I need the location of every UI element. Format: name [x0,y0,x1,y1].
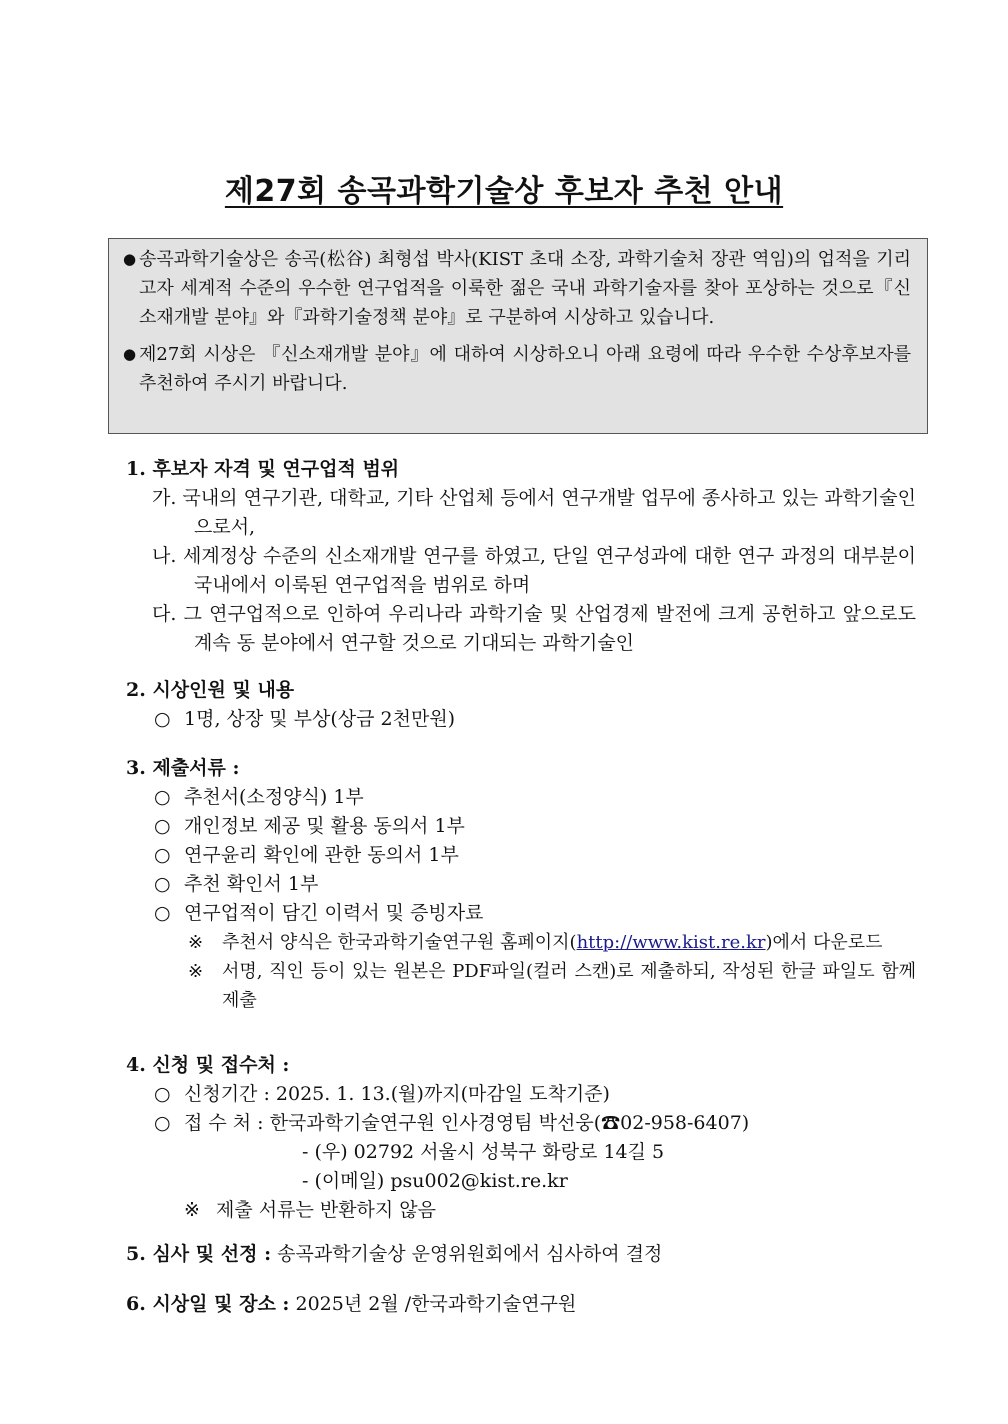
section-heading: 5. 심사 및 선정 : [126,1243,272,1265]
list-item-text: 개인정보 제공 및 활용 동의서 1부 [184,815,465,837]
section-heading: 2. 시상인원 및 내용 [126,679,295,701]
list-item [126,705,916,734]
section-heading: 6. 시상일 및 장소 : [126,1293,290,1315]
note-item [126,928,916,957]
bullet-icon: ● [123,345,137,363]
note-text: )에서 다운로드 [765,932,883,953]
section-ceremony [126,1290,916,1319]
circle-bullet-icon: ○ [154,902,171,924]
list-item-text: 연구윤리 확인에 관한 동의서 1부 [184,844,459,866]
address-line: - (우) 02792 서울시 성북구 화랑로 14길 5 [302,1141,665,1163]
list-item-text: 연구업적이 담긴 이력서 및 증빙자료 [184,902,484,924]
section-heading: 1. 후보자 자격 및 연구업적 범위 [126,458,400,480]
list-item-text: 추천 확인서 1부 [184,873,319,895]
circle-bullet-icon: ○ [154,873,171,895]
bullet-icon: ● [123,250,137,268]
kist-homepage-link[interactable]: http://www.kist.re.kr [576,932,766,953]
field-value: 2025. 1. 13.(월)까지(마감일 도착기준) [275,1083,610,1105]
intro-bullet-text: 제27회 시상은 『신소재개발 분야』에 대하여 시상하오니 아래 요령에 따라 우수한 수상후보자를 추천하여 주시기 바랍니다. [139,344,911,394]
intro-box [108,238,928,434]
note-text: 서명, 직인 등이 있는 원본은 PDF파일(컬러 스캔)로 제출하되, 작성된 한글 파일도 함께 제출 [222,961,916,1011]
section-documents [126,754,916,1015]
list-item [126,841,916,870]
note-mark-icon: ※ [188,961,204,982]
field-label: 신청기간 : [184,1083,270,1105]
intro-bullet-2 [123,340,911,398]
note-text: 추천서 양식은 한국과학기술연구원 홈페이지( [222,932,577,953]
note-mark-icon: ※ [184,1199,200,1221]
note-text: 제출 서류는 반환하지 않음 [216,1199,437,1221]
field-label: 접 수 처 : [184,1112,264,1134]
intro-bullet-text: 송곡과학기술상은 송곡(松谷) 최형섭 박사(KIST 초대 소장, 과학기술처 장관 역임)의 업적을 기리고자 세계적 수준의 우수한 연구업적을 이룩한 젊은 국내 과학기술자를 찾아 포상하는 것으로『신소재개발 분야』와『과학기술정책 분야』로 구분하여 시상하고 있습니다. [139,249,911,328]
note-item [126,1196,916,1225]
circle-bullet-icon: ○ [154,1112,171,1134]
email-line: - (이메일) psu002@kist.re.kr [302,1170,568,1192]
section-review [126,1240,916,1269]
note-item [126,957,916,1015]
list-item: 가. 국내의 연구기관, 대학교, 기타 산업체 등에서 연구개발 업무에 종사하고 있는 과학기술인으로서, [152,487,916,538]
application-office-row [126,1109,916,1138]
list-item: 다. 그 연구업적으로 인하여 우리나라 과학기술 및 산업경제 발전에 크게 공헌하고 앞으로도 계속 동 분야에서 연구할 것으로 기대되는 과학기술인 [152,603,916,654]
section-heading: 4. 신청 및 접수처 : [126,1054,290,1076]
section-heading: 3. 제출서류 : [126,757,240,779]
section-text: 2025년 2월 /한국과학기술연구원 [295,1293,577,1315]
section-application [126,1051,916,1225]
list-item: 나. 세계정상 수준의 신소재개발 연구를 하였고, 단일 연구성과에 대한 연구 과정의 대부분이 국내에서 이룩된 연구업적을 범위로 하며 [152,545,916,596]
section-eligibility [126,455,916,658]
list-item [126,870,916,899]
circle-bullet-icon: ○ [154,1083,171,1105]
field-value: 한국과학기술연구원 인사경영팀 박선웅(☎02-958-6407) [269,1112,750,1134]
intro-bullet-1 [123,245,911,332]
circle-bullet-icon: ○ [154,815,171,837]
section-text: 송곡과학기술상 운영위원회에서 심사하여 결정 [277,1243,663,1265]
note-mark-icon: ※ [188,932,204,953]
list-item [126,783,916,812]
list-item-text: 추천서(소정양식) 1부 [184,786,364,808]
list-item [126,899,916,928]
list-item [126,812,916,841]
page-title-text: 제27회 송곡과학기술상 후보자 추천 안내 [224,174,784,209]
application-period-row [126,1080,916,1109]
list-item-text: 1명, 상장 및 부상(상금 2천만원) [184,708,456,730]
page-title [0,166,1008,210]
circle-bullet-icon: ○ [154,844,171,866]
circle-bullet-icon: ○ [154,708,171,730]
section-award [126,676,916,734]
circle-bullet-icon: ○ [154,786,171,808]
